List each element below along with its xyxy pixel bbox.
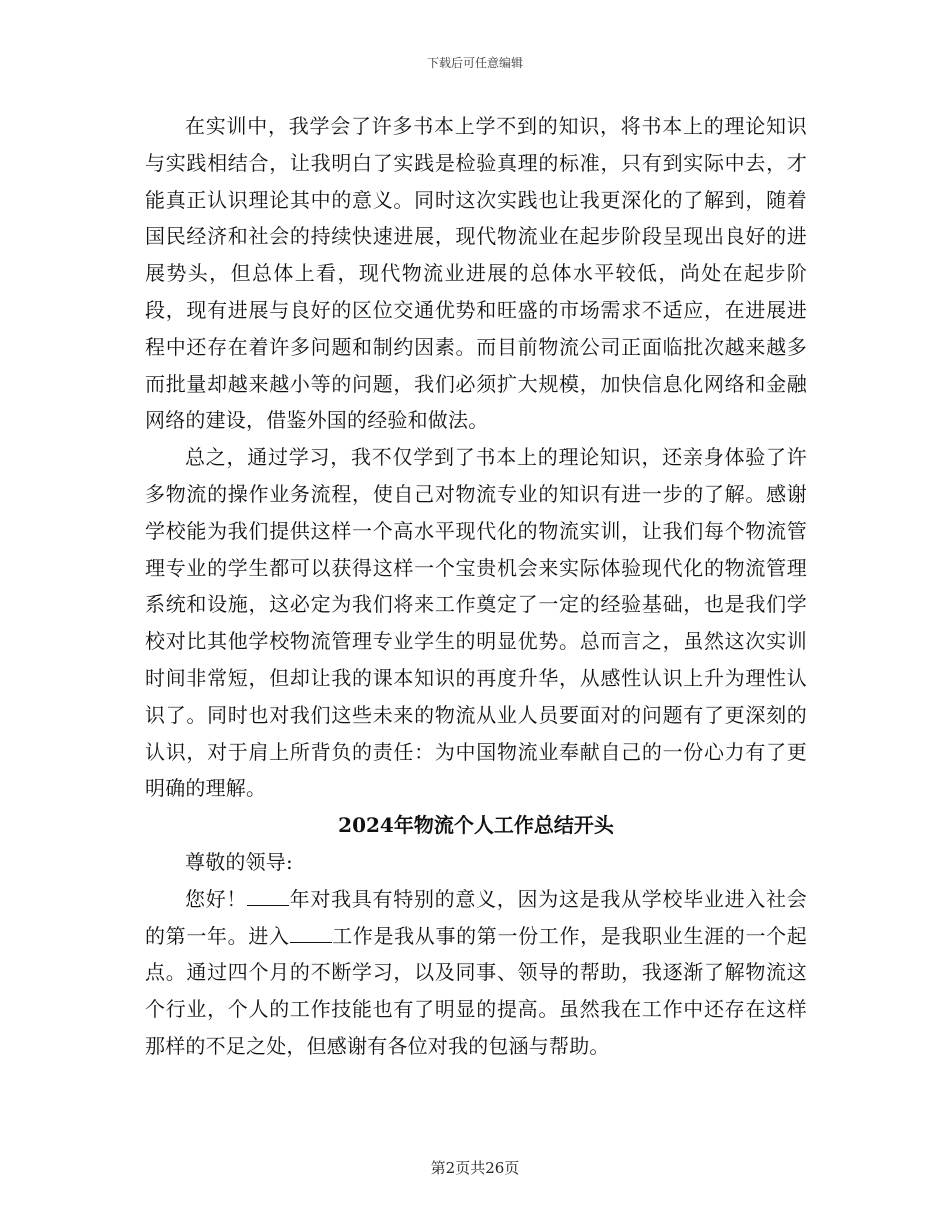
page-number: 第2页共26页 [430, 1159, 520, 1177]
page-header: 下载后可任意编辑 [426, 56, 523, 70]
greeting-text-middle: 年对我具有特别的意义，因为这是我从学校毕业进入社会的第一年。进入 [145, 886, 808, 948]
salutation: 尊敬的领导: [185, 849, 293, 874]
paragraph-summary: 总之，通过学习，我不仅学到了书本上的理论知识，还亲身体验了许多物流的操作业务流程，使自己对物流专业的知识有进一步的了解。感谢学校能为我们提供这样一个高水平现代化的物流实训，让我们每个物流管理专业的学生都可以获得这样一个宝贵机会来实际体验现代化的物流管理系统和设施，这必定为我们将来工作奠定了一定的经验基础，也是我们学校对比其他学校物流管理专业学生的明显优势。总而言之，虽然这次实训时间非常短，但却让我的课本知识的再度升华，从感性认识上升为理性认识了。同时也对我们这些未来的物流从业人员要面对的问题有了更深刻的认识，对于肩上所背负的责任：为中国物流业奉献自己的一份心力有了更明确的理解。 [145, 445, 807, 801]
blank-year [247, 887, 289, 906]
blank-company [290, 924, 332, 943]
greeting-text-end: 工作是我从事的第一份工作，是我职业生涯的一个起点。通过四个月的不断学习，以及同事、领导的帮助，我逐渐了解物流这个行业，个人的工作技能也有了明显的提高。虽然我在工作中还存在这样那样的不足之处，但感谢有各位对我的包涵与帮助。 [145, 923, 807, 1058]
section-title: 2024年物流个人工作总结开头 [338, 813, 614, 838]
greeting-text: 您好！ [185, 886, 248, 911]
document-body [145, 108, 807, 1065]
paragraph-training-knowledge: 在实训中，我学会了许多书本上学不到的知识，将书本上的理论知识与实践相结合，让我明白了实践是检验真理的标准，只有到实际中去，才能真正认识理论其中的意义。同时这次实践也让我更深化的了解到，随着国民经济和社会的持续快速进展，现代物流业在起步阶段呈现出良好的进展势头，但总体上看，现代物流业进展的总体水平较低，尚处在起步阶段，现有进展与良好的区位交通优势和旺盛的市场需求不适应，在进展进程中还存在着许多问题和制约因素。而目前物流公司正面临批次越来越多而批量却越来越小等的问题，我们必须扩大规模，加快信息化网络和金融网络的建设，借鉴外国的经验和做法。 [145, 114, 807, 433]
paragraph-greeting [145, 881, 807, 1065]
